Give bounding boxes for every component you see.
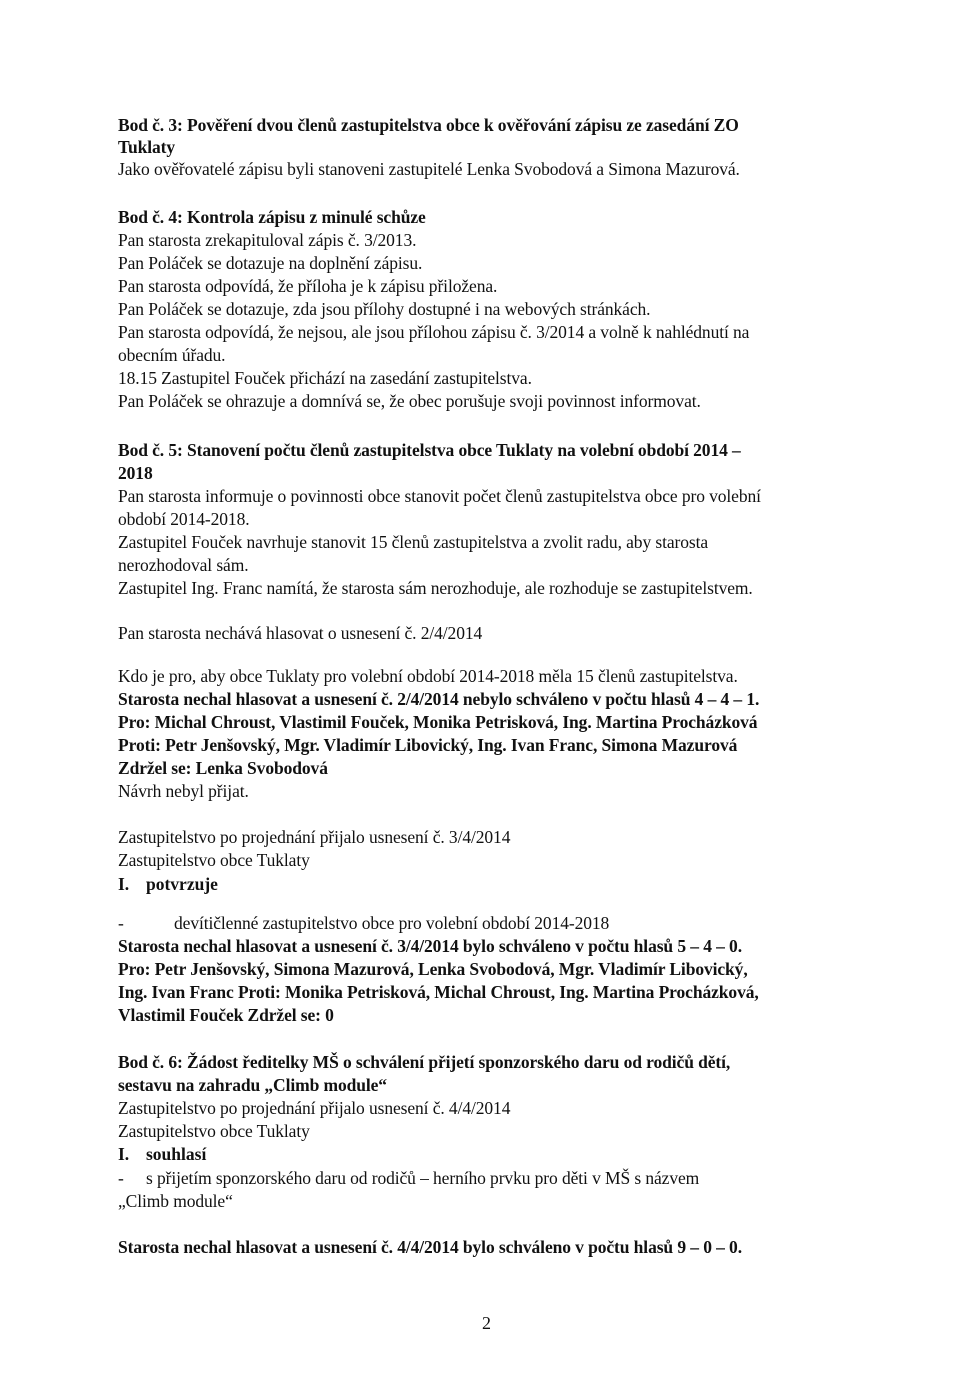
bod5-line: Zastupitel Ing. Franc namítá, že starosta sám nerozhoduje, ale rozhoduje se zastupitelstvem. [118, 578, 753, 598]
bod5-vote-line: Ing. Ivan Franc Proti: Monika Petrisková, Michal Chroust, Ing. Martina Procházková, [118, 982, 759, 1002]
bod5-pro: Pro: Michal Chroust, Vlastimil Fouček, Monika Petrisková, Ing. Martina Procházková [118, 712, 758, 732]
bod5-verb: potvrzuje [146, 874, 218, 894]
bod5-vote-line: Vlastimil Fouček Zdržel se: 0 [118, 1005, 334, 1025]
bod6-resolution-intro: Zastupitelstvo po projednání přijalo usnesení č. 4/4/2014 [118, 1098, 511, 1118]
bod3-heading: Bod č. 3: Pověření dvou členů zastupitelstva obce k ověřování zápisu ze zasedání ZO [118, 115, 739, 135]
bod6-dash: - [118, 1168, 124, 1188]
bod4-heading: Bod č. 4: Kontrola zápisu z minulé schůze [118, 207, 426, 227]
bod5-vote-line: Pro: Petr Jenšovský, Simona Mazurová, Lenka Svobodová, Mgr. Vladimír Libovický, [118, 959, 748, 979]
bod5-vote-call: Pan starosta nechává hlasovat o usnesení č. 2/4/2014 [118, 623, 483, 643]
bod5-line: Zastupitel Fouček navrhuje stanovit 15 členů zastupitelstva a zvolit radu, aby starosta [118, 532, 709, 552]
bod4-line: Pan starosta zrekapituloval zápis č. 3/2013. [118, 230, 417, 250]
bod5-item: devítičlenné zastupitelstvo obce pro volební období 2014-2018 [174, 913, 610, 933]
bod5-question: Kdo je pro, aby obce Tuklaty pro volební období 2014-2018 měla 15 členů zastupitelstva. [118, 666, 738, 686]
bod4-line: 18.15 Zastupitel Fouček přichází na zasedání zastupitelstva. [118, 368, 532, 388]
bod5-line: období 2014-2018. [118, 509, 250, 529]
bod5-body: Zastupitelstvo obce Tuklaty [118, 850, 310, 870]
bod4-line: Pan starosta odpovídá, že nejsou, ale jsou přílohou zápisu č. 3/2014 a volně k nahlédnutí na [118, 322, 750, 342]
bod6-roman: I. [118, 1144, 130, 1164]
bod5-heading: Bod č. 5: Stanovení počtu členů zastupitelstva obce Tuklaty na volební období 2014 – [118, 440, 741, 460]
bod5-result: Starosta nechal hlasovat a usnesení č. 2/4/2014 nebylo schváleno v počtu hlasů 4 – 4 – 1. [118, 689, 760, 709]
bod5-roman: I. [118, 874, 130, 894]
bod4-line: Pan starosta odpovídá, že příloha je k zápisu přiložena. [118, 276, 498, 296]
bod5-proti: Proti: Petr Jenšovský, Mgr. Vladimír Libovický, Ing. Ivan Franc, Simona Mazurová [118, 735, 738, 755]
bod5-heading-cont: 2018 [118, 463, 153, 483]
bod5-vote-line: Starosta nechal hlasovat a usnesení č. 3/4/2014 bylo schváleno v počtu hlasů 5 – 4 – 0. [118, 936, 742, 956]
bod5-line: nerozhodoval sám. [118, 555, 249, 575]
bod5-dash: - [118, 913, 124, 933]
bod5-zdrzel: Zdržel se: Lenka Svobodová [118, 758, 328, 778]
bod6-body: Zastupitelstvo obce Tuklaty [118, 1121, 310, 1141]
bod4-line: Pan Poláček se dotazuje, zda jsou přílohy dostupné i na webových stránkách. [118, 299, 651, 319]
bod6-heading-cont: sestavu na zahradu „Climb module“ [118, 1075, 387, 1095]
bod5-line: Pan starosta informuje o povinnosti obce stanovit počet členů zastupitelstva obce pro volební [118, 486, 761, 506]
page-number: 2 [482, 1313, 491, 1333]
bod4-line: Pan Poláček se dotazuje na doplnění zápisu. [118, 253, 423, 273]
bod6-heading: Bod č. 6: Žádost ředitelky MŠ o schválení přijetí sponzorského daru od rodičů dětí, [118, 1052, 731, 1072]
bod5-outcome: Návrh nebyl přijat. [118, 781, 249, 801]
bod6-verb: souhlasí [146, 1144, 207, 1164]
bod6-item-cont: „Climb module“ [118, 1191, 233, 1211]
bod5-resolution-intro: Zastupitelstvo po projednání přijalo usnesení č. 3/4/2014 [118, 827, 511, 847]
bod6-item: s přijetím sponzorského daru od rodičů – herního prvku pro děti v MŠ s názvem [146, 1168, 700, 1188]
bod3-text: Jako ověřovatelé zápisu byli stanoveni zastupitelé Lenka Svobodová a Simona Mazurová. [118, 159, 740, 179]
bod6-result: Starosta nechal hlasovat a usnesení č. 4/4/2014 bylo schváleno v počtu hlasů 9 – 0 – 0. [118, 1237, 742, 1257]
bod4-line: obecním úřadu. [118, 345, 226, 365]
bod4-line: Pan Poláček se ohrazuje a domnívá se, že obec porušuje svoji povinnost informovat. [118, 391, 701, 411]
bod3-heading-cont: Tuklaty [118, 137, 176, 157]
